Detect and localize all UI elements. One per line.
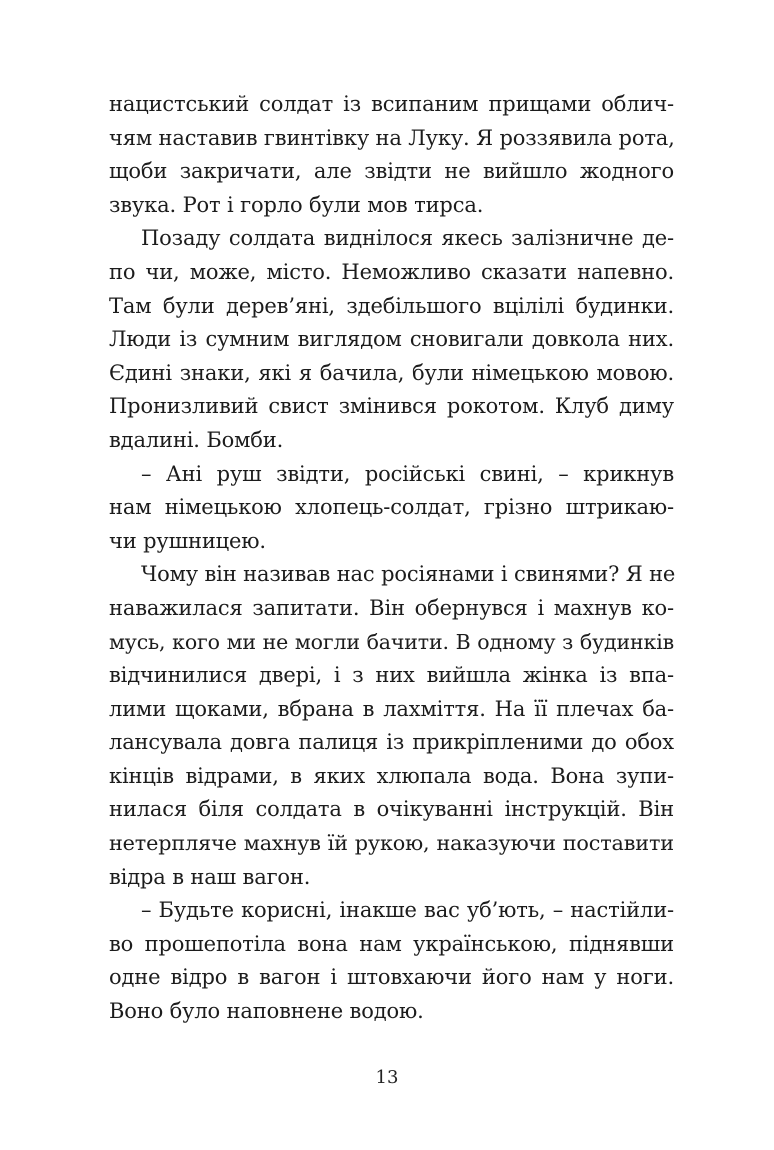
- text-line: по чи, може, місто. Неможливо сказати напевно.: [109, 259, 674, 284]
- text-line: відра в наш вагон.: [109, 864, 311, 889]
- text-line: чи рушницею.: [109, 528, 266, 553]
- body-text: [109, 88, 674, 1029]
- text-line: Пронизливий свист змінився рокотом. Клуб диму: [109, 394, 674, 419]
- text-line: вдалині. Бомби.: [109, 427, 284, 452]
- text-line: чям наставив гвинтівку на Луку. Я роззявила рота,: [109, 125, 675, 150]
- text-line: – Ані руш звідти, російські свині, – крикнув: [141, 461, 674, 486]
- text-line: Позаду солдата виднілося якесь залізничне де-: [141, 226, 674, 251]
- text-line: відчинилися двері, і з них вийшла жінка із впа-: [109, 663, 674, 688]
- text-line: Там були дерев’яні, здебільшого вцілілі будинки.: [109, 293, 674, 318]
- text-line: нетерпляче махнув їй рукою, наказуючи поставити: [109, 831, 674, 856]
- text-line: нам німецькою хлопець-солдат, грізно штрикаю-: [109, 495, 674, 520]
- page-number: 13: [375, 1067, 399, 1088]
- text-line: – Будьте корисні, інакше вас уб’ють, – настійли-: [141, 898, 674, 923]
- text-line: мусь, кого ми не могли бачити. В одному з будинків: [109, 629, 674, 654]
- text-line: Єдині знаки, які я бачила, були німецькою мовою.: [109, 360, 674, 385]
- text-line: во прошепотіла вона нам українською, піднявши: [109, 931, 674, 956]
- text-line: Чому він називав нас росіянами і свинями? Я не: [141, 562, 676, 587]
- text-line: кінців відрами, в яких хлюпала вода. Вона зупи-: [109, 763, 674, 788]
- text-line: нацистський солдат із всипаним прищами облич-: [109, 92, 674, 116]
- text-line: Воно було наповнене водою.: [109, 999, 424, 1024]
- text-line: лансувала довга палиця із прикріпленими до обох: [109, 730, 674, 755]
- text-line: наважилася запитати. Він обернувся і махнув ко-: [109, 595, 674, 620]
- text-line: звука. Рот і горло були мов тирса.: [109, 192, 484, 217]
- text-line: одне відро в вагон і штовхаючи його нам у ноги.: [109, 965, 674, 990]
- text-line: нилася біля солдата в очікуванні інструкцій. Він: [109, 797, 674, 822]
- text-line: лими щоками, вбрана в лахміття. На її плечах ба-: [109, 696, 674, 721]
- text-line: Люди із сумним виглядом сновигали довкола них.: [109, 327, 674, 352]
- text-line: щоби закричати, але звідти не вийшло жодного: [109, 159, 674, 184]
